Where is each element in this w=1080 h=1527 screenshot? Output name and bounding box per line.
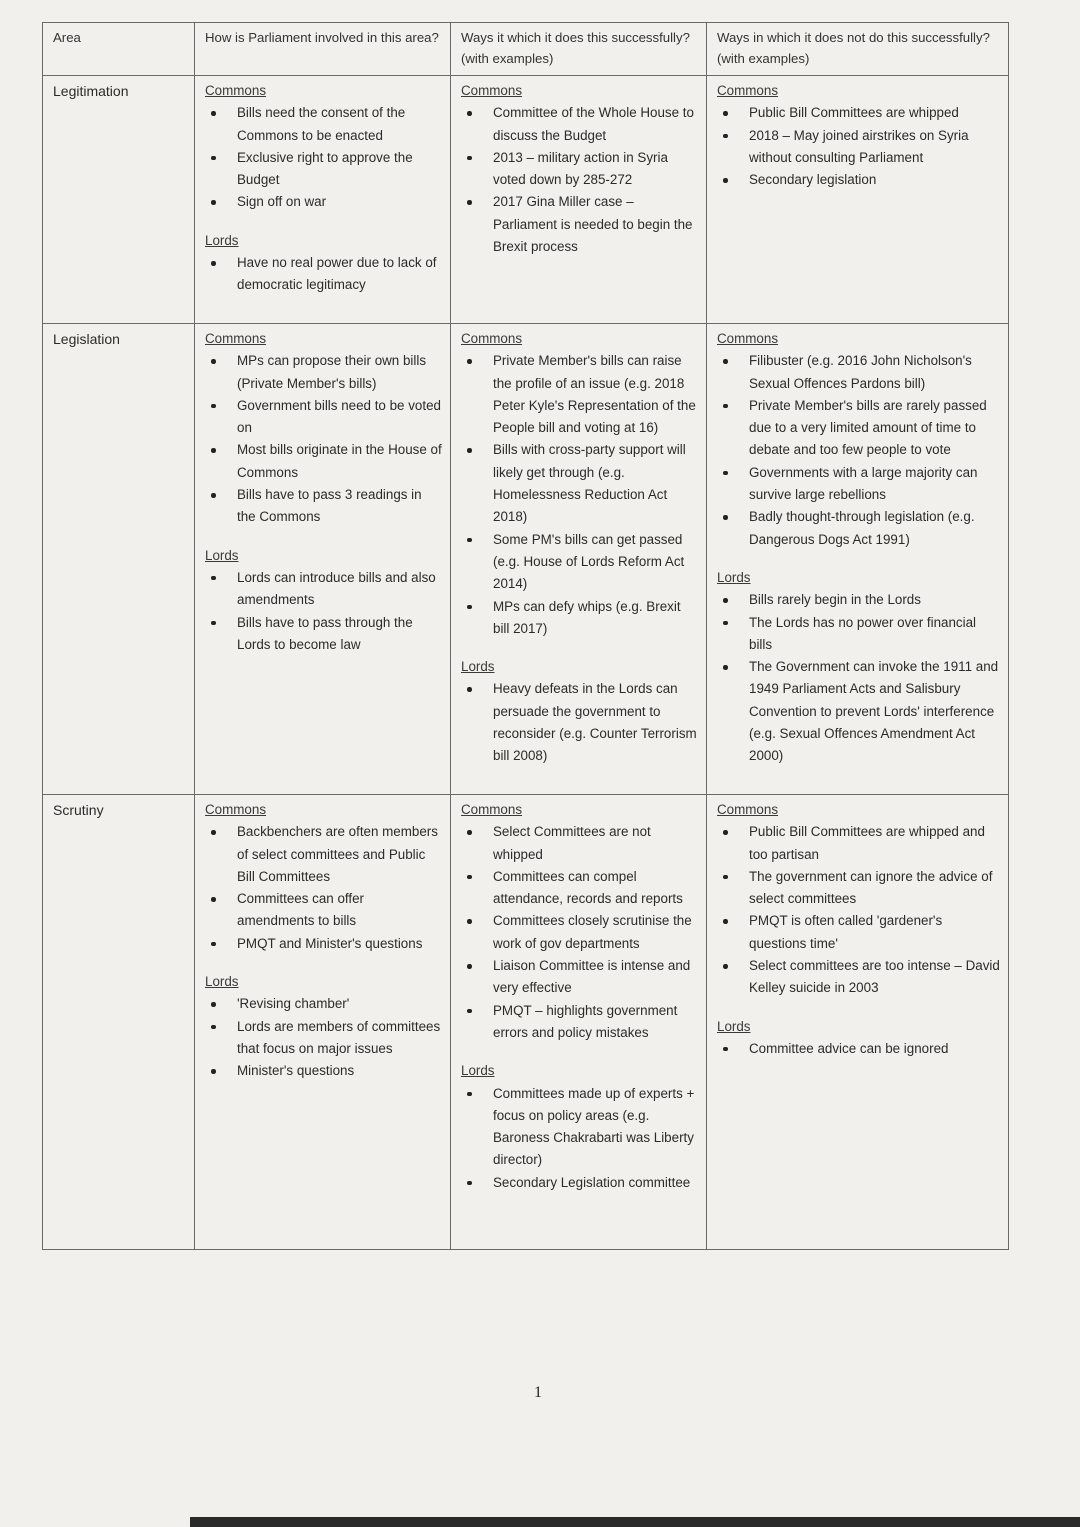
failure-cell <box>707 795 1009 1250</box>
section <box>461 656 698 767</box>
section-title: Lords <box>205 974 239 990</box>
bullet-list <box>205 350 442 528</box>
bullet-list <box>717 821 1000 999</box>
section-title: Commons <box>205 83 267 98</box>
bullet-point: Sign off on war <box>205 191 442 213</box>
bullet-point: Committee of the Whole House to discuss the Budget <box>461 102 698 147</box>
bullet-point: Bills need the consent of the Commons to be enacted <box>205 102 442 147</box>
bullet-point: Committees closely scrutinise the work of gov departments <box>461 910 698 955</box>
section <box>205 328 442 529</box>
bullet-list <box>205 567 442 656</box>
bullet-point: 'Revising chamber' <box>205 993 442 1015</box>
table-body <box>43 76 1009 1250</box>
table-row <box>43 76 1009 324</box>
bullet-point: Heavy defeats in the Lords can persuade the government to reconsider (e.g. Counter Terrorism bill 2008) <box>461 678 698 767</box>
section <box>461 328 698 640</box>
header-area: Area <box>43 23 195 76</box>
bullet-list <box>717 350 1000 551</box>
bullet-point: Most bills originate in the House of Commons <box>205 439 442 484</box>
bullet-point: Lords are members of committees that focus on major issues <box>205 1016 442 1061</box>
section-title: Commons <box>717 331 779 346</box>
header-success: Ways it which it does this successfully? (with examples) <box>451 23 707 76</box>
bullet-point: 2013 – military action in Syria voted down by 285-272 <box>461 147 698 192</box>
section-title: Commons <box>717 83 779 98</box>
section-title: Lords <box>205 232 239 248</box>
bullet-list <box>717 589 1000 767</box>
bullet-point: Bills with cross-party support will likely get through (e.g. Homelessness Reduction Act 2018) <box>461 439 698 528</box>
area-cell: Legislation <box>43 324 195 795</box>
bullet-point: Governments with a large majority can survive large rebellions <box>717 462 1000 507</box>
section <box>205 799 442 955</box>
bullet-point: The government can ignore the advice of select committees <box>717 866 1000 911</box>
section <box>717 567 1000 768</box>
bullet-point: Select Committees are not whipped <box>461 821 698 866</box>
bullet-point: Private Member's bills are rarely passed due to a very limited amount of time to debate and too few people to vote <box>717 395 1000 462</box>
bullet-point: 2018 – May joined airstrikes on Syria without consulting Parliament <box>717 125 1000 170</box>
bullet-point: PMQT is often called 'gardener's questions time' <box>717 910 1000 955</box>
bullet-point: Some PM's bills can get passed (e.g. House of Lords Reform Act 2014) <box>461 529 698 596</box>
bullet-point: Select committees are too intense – David Kelley suicide in 2003 <box>717 955 1000 1000</box>
section <box>717 80 1000 191</box>
bullet-point: Filibuster (e.g. 2016 John Nicholson's Sexual Offences Pardons bill) <box>717 350 1000 395</box>
section <box>461 80 698 258</box>
failure-cell <box>707 324 1009 795</box>
section-title: Commons <box>205 331 267 346</box>
bullet-point: Public Bill Committees are whipped <box>717 102 1000 124</box>
bullet-point: MPs can defy whips (e.g. Brexit bill 2017) <box>461 596 698 641</box>
page-number: 1 <box>534 1384 542 1401</box>
section <box>205 971 442 1082</box>
bullet-list <box>461 102 698 258</box>
bullet-point: Public Bill Committees are whipped and too partisan <box>717 821 1000 866</box>
bullet-point: MPs can propose their own bills (Private Member's bills) <box>205 350 442 395</box>
bullet-point: Secondary legislation <box>717 169 1000 191</box>
bullet-point: Private Member's bills can raise the profile of an issue (e.g. 2018 Peter Kyle's Representation of the People bill and voting at 16) <box>461 350 698 439</box>
bullet-point: Lords can introduce bills and also amendments <box>205 567 442 612</box>
bullet-list <box>461 821 698 1044</box>
bullet-point: Committees can compel attendance, records and reports <box>461 866 698 911</box>
section-title: Commons <box>205 802 267 817</box>
table-row <box>43 795 1009 1250</box>
table-row <box>43 324 1009 795</box>
bullet-point: Committees can offer amendments to bills <box>205 888 442 933</box>
header-how: How is Parliament involved in this area? <box>195 23 451 76</box>
section <box>717 799 1000 1000</box>
bullet-list <box>461 350 698 640</box>
bullet-point: Minister's questions <box>205 1060 442 1082</box>
bullet-list <box>205 993 442 1082</box>
section-title: Commons <box>717 802 779 817</box>
bullet-list <box>205 102 442 213</box>
bullet-point: PMQT – highlights government errors and policy mistakes <box>461 1000 698 1045</box>
success-cell <box>451 76 707 324</box>
bullet-point: Bills rarely begin in the Lords <box>717 589 1000 611</box>
section <box>717 328 1000 551</box>
bullet-point: Bills have to pass 3 readings in the Commons <box>205 484 442 529</box>
bullet-point: Committees made up of experts + focus on policy areas (e.g. Baroness Chakrabarti was Liberty director) <box>461 1083 698 1172</box>
bullet-point: Badly thought-through legislation (e.g. Dangerous Dogs Act 1991) <box>717 506 1000 551</box>
failure-cell <box>707 76 1009 324</box>
bullet-point: Government bills need to be voted on <box>205 395 442 440</box>
section-title: Commons <box>461 83 523 98</box>
bullet-point: Exclusive right to approve the Budget <box>205 147 442 192</box>
analysis-table <box>42 22 1009 1250</box>
area-cell: Legitimation <box>43 76 195 324</box>
success-cell <box>451 795 707 1250</box>
section <box>717 1016 1000 1061</box>
success-cell <box>451 324 707 795</box>
how-cell <box>195 795 451 1250</box>
bullet-point: The Lords has no power over financial bills <box>717 612 1000 657</box>
bullet-point: Liaison Committee is intense and very effective <box>461 955 698 1000</box>
bullet-list <box>205 252 442 297</box>
section <box>461 1060 698 1194</box>
bullet-list <box>461 1083 698 1194</box>
how-cell <box>195 324 451 795</box>
bullet-point: Committee advice can be ignored <box>717 1038 1000 1060</box>
bullet-list <box>717 102 1000 191</box>
bullet-point: Bills have to pass through the Lords to become law <box>205 612 442 657</box>
scan-edge-shadow <box>190 1517 1080 1527</box>
header-row <box>43 23 1009 76</box>
section-title: Lords <box>461 1063 495 1079</box>
bullet-point: PMQT and Minister's questions <box>205 933 442 955</box>
bullet-point: Have no real power due to lack of democratic legitimacy <box>205 252 442 297</box>
section <box>205 80 442 214</box>
section <box>461 799 698 1044</box>
bullet-point: 2017 Gina Miller case – Parliament is needed to begin the Brexit process <box>461 191 698 258</box>
how-cell <box>195 76 451 324</box>
section-title: Lords <box>717 569 751 585</box>
section-title: Commons <box>461 802 523 817</box>
section-title: Commons <box>461 331 523 346</box>
section-title: Lords <box>717 1018 751 1034</box>
section-title: Lords <box>205 547 239 563</box>
bullet-point: The Government can invoke the 1911 and 1949 Parliament Acts and Salisbury Convention to prevent Lords' interference (e.g. Sexual Offences Amendment Act 2000) <box>717 656 1000 767</box>
section <box>205 230 442 297</box>
section <box>205 545 442 656</box>
header-failure: Ways in which it does not do this successfully? (with examples) <box>707 23 1009 76</box>
section-title: Lords <box>461 659 495 675</box>
bullet-list <box>717 1038 1000 1060</box>
bullet-point: Secondary Legislation committee <box>461 1172 698 1194</box>
bullet-list <box>461 678 698 767</box>
area-cell: Scrutiny <box>43 795 195 1250</box>
bullet-list <box>205 821 442 955</box>
bullet-point: Backbenchers are often members of select committees and Public Bill Committees <box>205 821 442 888</box>
